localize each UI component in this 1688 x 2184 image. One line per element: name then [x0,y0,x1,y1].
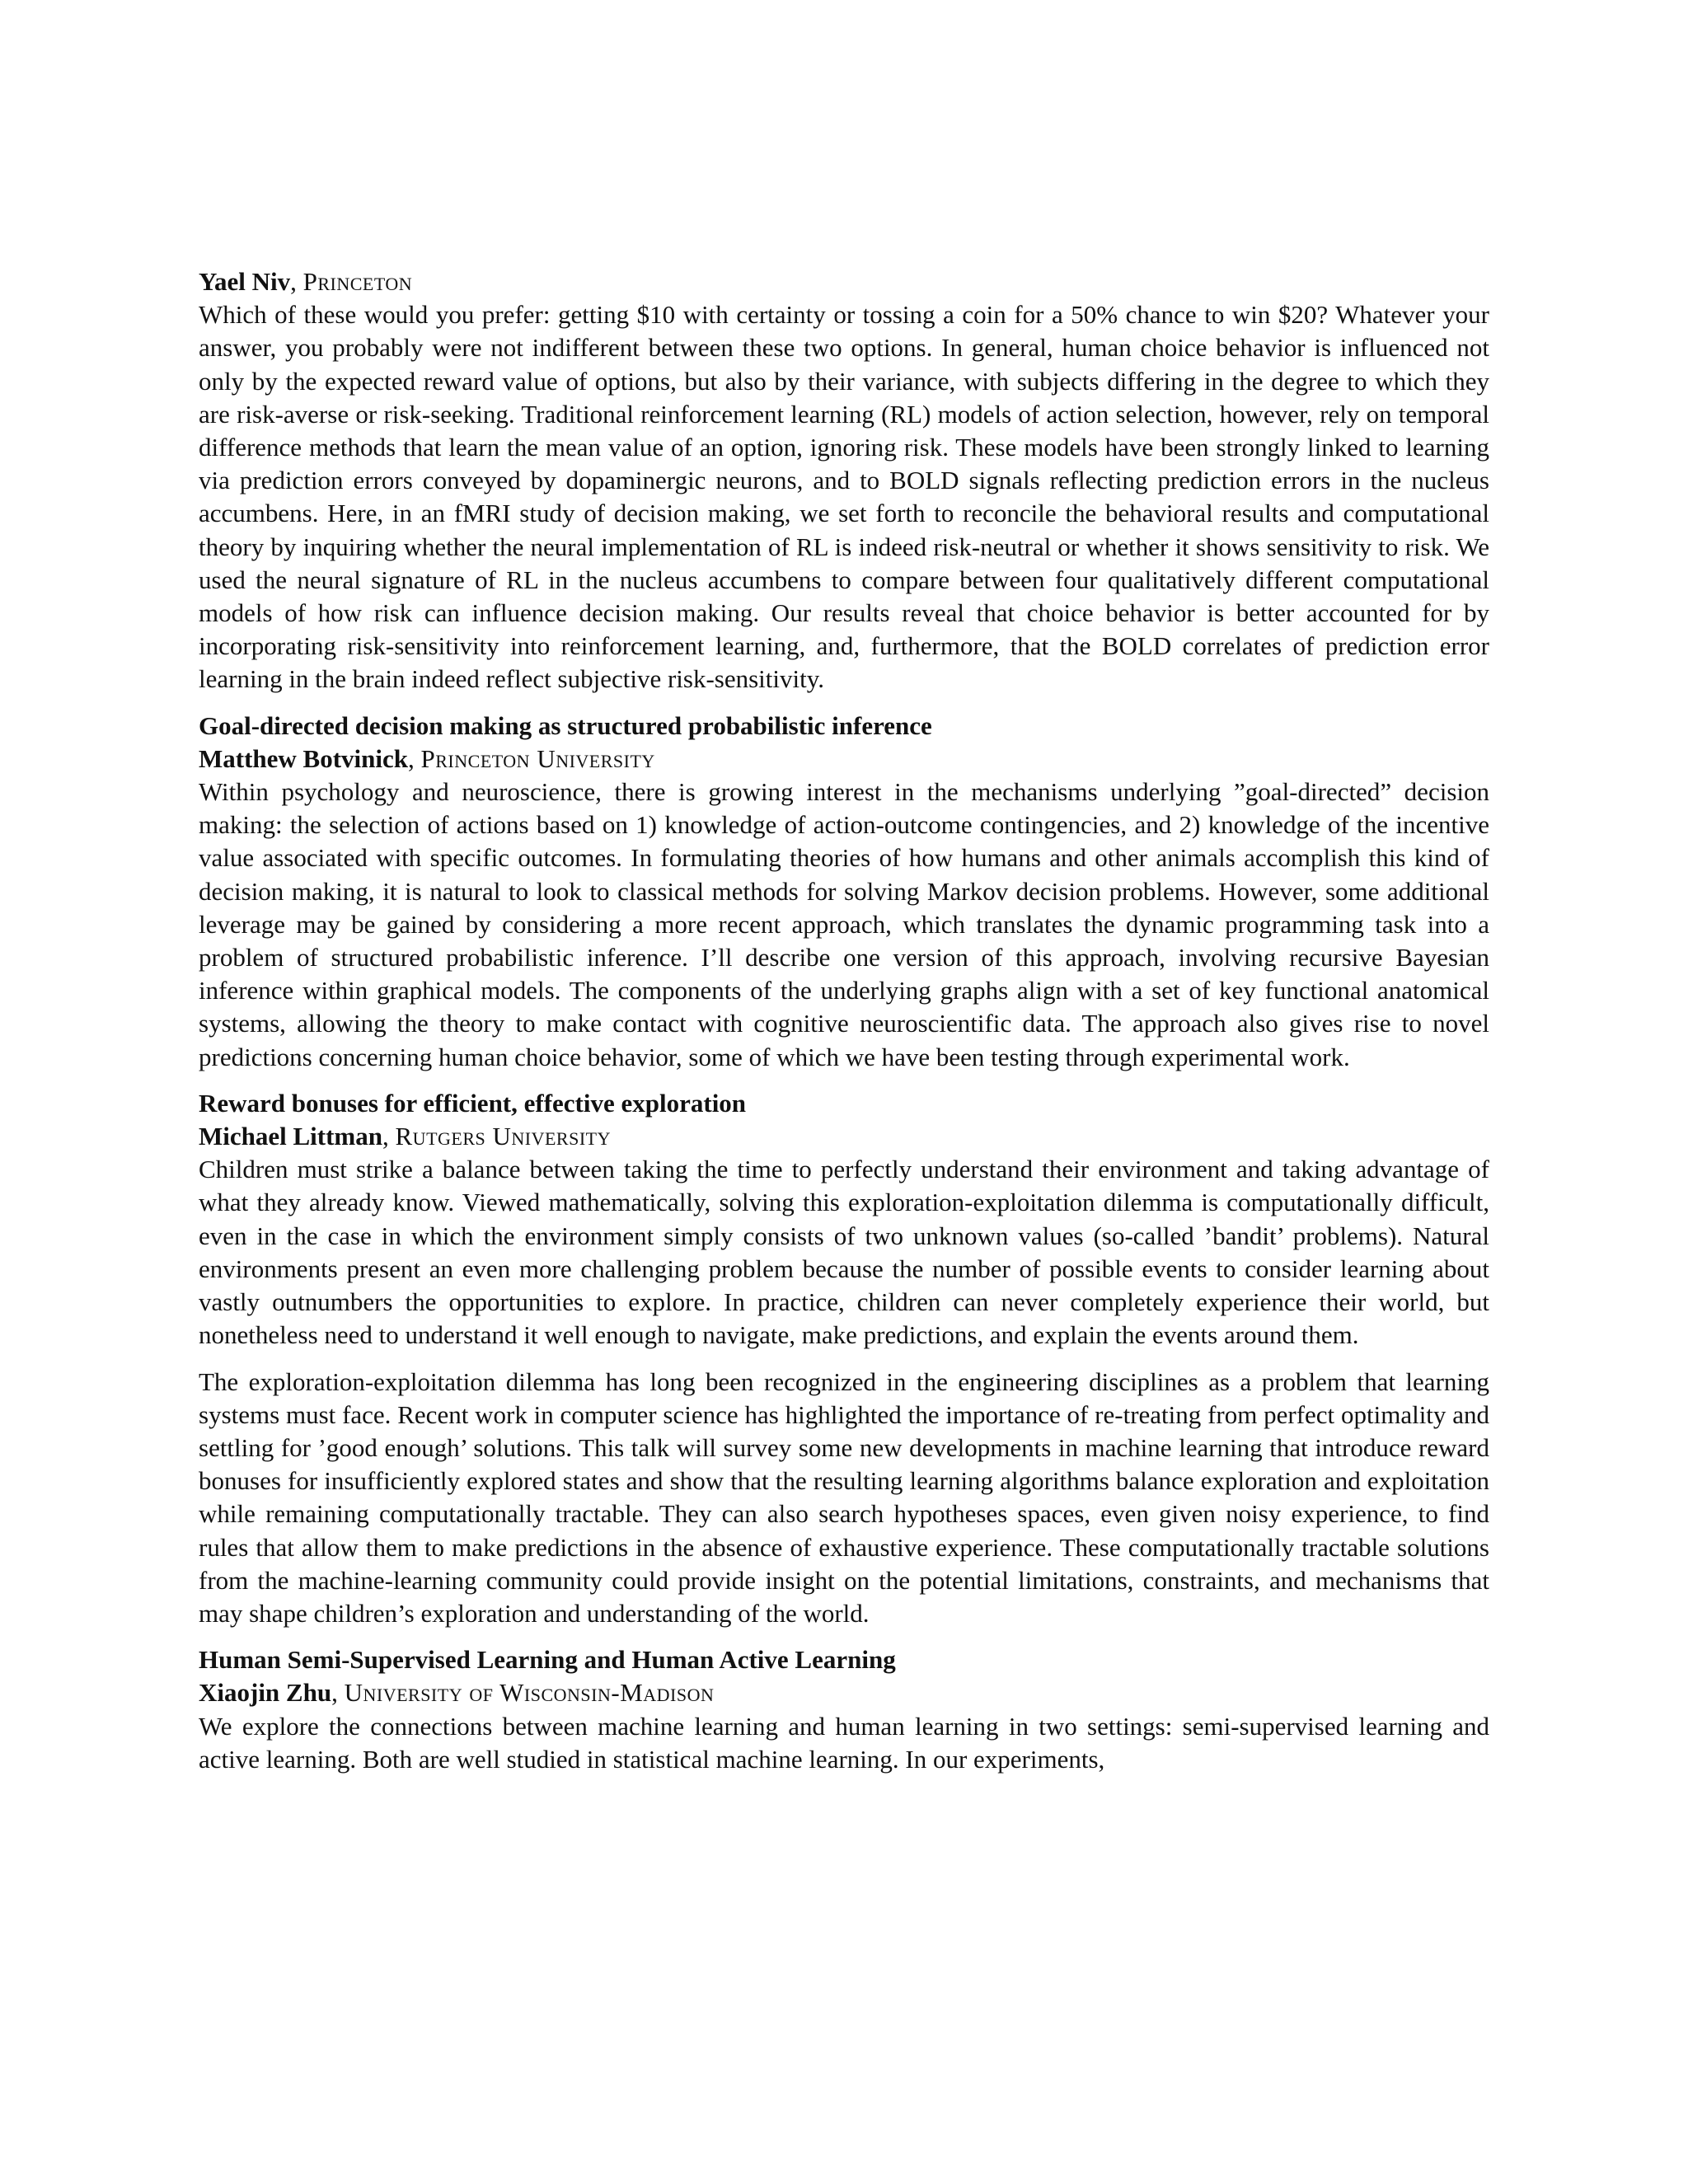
abstract-paragraph: The exploration-exploitation dilemma has long been recognized in the engineering disciplines as a problem that learning systems must face. Recent work in computer science has highlighted the importance of re-treating from perfect optimality and settling for ’good enough’ solutions. This talk will survey some new developments in machine learning that introduce reward bonuses for insufficiently explored states and show that the resulting learning algorithms balance exploration and exploitation while remaining computationally tractable. They can also search hypotheses spaces, even given noisy experience, to find rules that allow them to make predictions in the absence of exhaustive experience. These computationally tractable solutions from the machine-learning community could provide insight on the potential limitations, constraints, and mechanisms that may shape children’s exploration and understanding of the world. [199,1366,1489,1628]
author-affiliation: Rutgers University [395,1122,611,1151]
author-affiliation: Princeton University [420,743,655,773]
author-name: Xiaojin Zhu [199,1678,332,1708]
document-page [199,265,1489,1776]
abstract-entry-niv [199,265,1489,696]
abstract-entry-littman [199,1087,1489,1630]
author-name: Michael Littman [199,1122,382,1151]
talk-title: Human Semi-Supervised Learning and Human Active Learning [199,1645,896,1675]
author-line: Michael Littman, Rutgers University [199,1122,611,1151]
abstract-entry-zhu [199,1643,1489,1776]
author-line: Yael Niv, Princeton [199,267,413,296]
abstract-paragraph: Within psychology and neuroscience, there is growing interest in the mechanisms underlying ”goal-directed” decision making: the selection of actions based on 1) knowledge of action-outcome contingencies, and 2) knowledge of the incentive value associated with specific outcomes. In formulating theories of how humans and other animals accomplish this kind of decision making, it is natural to look to classical methods for solving Markov decision problems. However, some additional leverage may be gained by considering a more recent approach, which translates the dynamic programming task into a problem of structured probabilistic inference. I’ll describe one version of this approach, involving recursive Bayesian inference within graphical models. The components of the underlying graphs align with a set of key functional anatomical systems, allowing the theory to make contact with cognitive neuroscientific data. The approach also gives rise to novel predictions concerning human choice behavior, some of which we have been testing through experimental work. [199,777,1489,1071]
author-name: Matthew Botvinick [199,743,409,773]
author-affiliation: Princeton [302,267,413,296]
talk-title: Goal-directed decision making as structured probabilistic inference [199,710,932,740]
author-line: Xiaojin Zhu, University of Wisconsin-Madison [199,1678,715,1708]
author-line: Matthew Botvinick, Princeton University [199,743,655,773]
abstract-paragraph: Which of these would you prefer: getting $10 with certainty or tossing a coin for a 50% chance to win $20? Whatever your answer, you probably were not indifferent between these two options. In general, human choice behavior is influenced not only by the expected reward value of options, but also by their variance, with subjects differing in the degree to which they are risk-averse or risk-seeking. Traditional reinforcement learning (RL) models of action selection, however, rely on temporal difference methods that learn the mean value of an option, ignoring risk. These models have been strongly linked to learning via prediction errors conveyed by dopaminergic neurons, and to BOLD signals reflecting prediction errors in the nucleus accumbens. Here, in an fMRI study of decision making, we set forth to reconcile the behavioral results and computational theory by inquiring whether the neural implementation of RL is indeed risk-neutral or whether it shows sensitivity to risk. We used the neural signature of RL in the nucleus accumbens to compare between four qualitatively different computational models of how risk can influence decision making. Our results reveal that choice behavior is better accounted for by incorporating risk-sensitivity into reinforcement learning, and, furthermore, that the BOLD correlates of prediction error learning in the brain indeed reflect subjective risk-sensitivity. [199,300,1489,694]
talk-title: Reward bonuses for efficient, effective exploration [199,1088,747,1118]
author-affiliation: University of Wisconsin-Madison [344,1678,715,1708]
abstract-entry-botvinick [199,710,1489,1074]
author-name: Yael Niv [199,267,291,296]
abstract-paragraph: We explore the connections between machine learning and human learning in two settings: semi-supervised learning and active learning. Both are well studied in statistical machine learning. In our experiments, [199,1711,1489,1774]
abstract-paragraph: Children must strike a balance between taking the time to perfectly understand their environment and taking advantage of what they already know. Viewed mathematically, solving this exploration-exploitation dilemma is computationally difficult, even in the case in which the environment simply consists of two unknown values (so-called ’bandit’ problems). Natural environments present an even more challenging problem because the number of possible events to consider learning about vastly outnumbers the opportunities to explore. In practice, children can never completely experience their world, but nonetheless need to understand it well enough to navigate, make predictions, and explain the events around them. [199,1155,1489,1350]
